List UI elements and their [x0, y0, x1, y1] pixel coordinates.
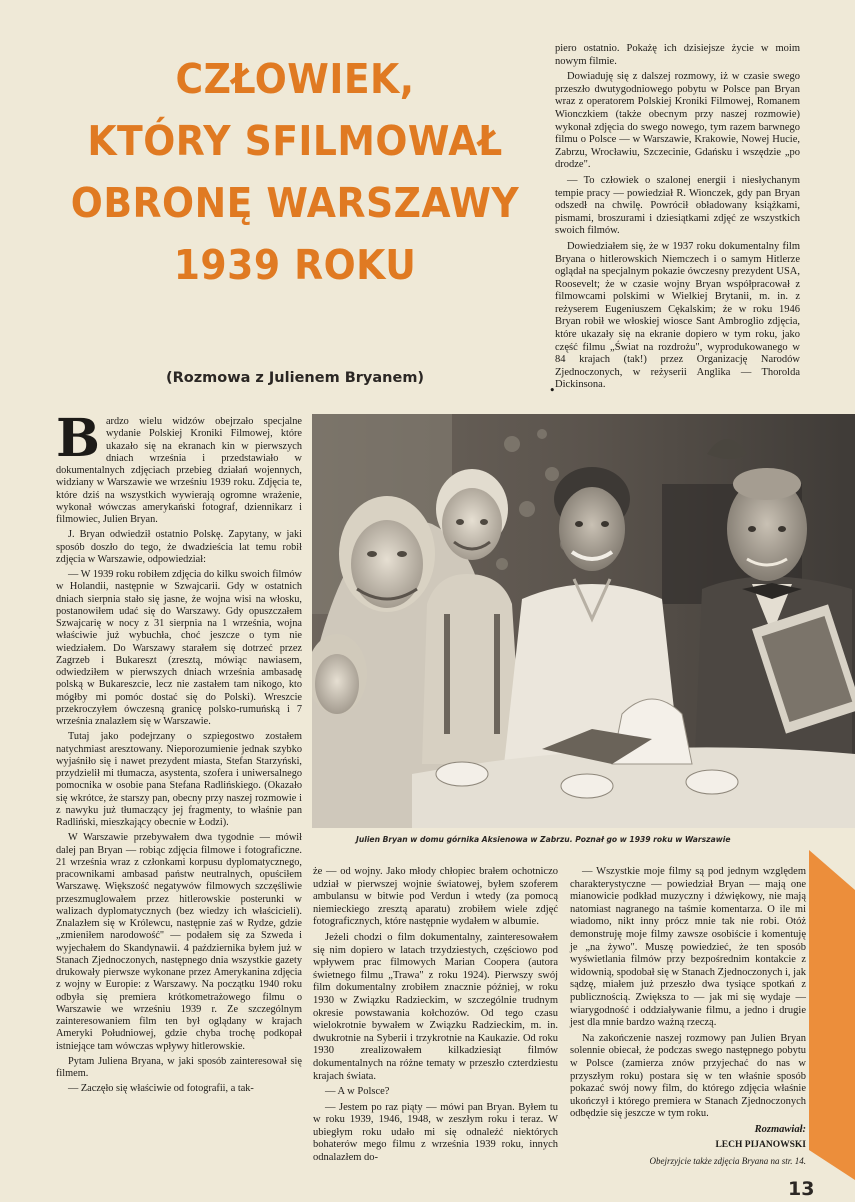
family-photo: [312, 414, 855, 828]
page-number: 13: [788, 1178, 815, 1200]
paragraph: Dowiedziałem się, że w 1937 roku dokumentalny film Bryana o hitlerowskich Niemczech i o samym Hitlerze oglądał na specjalnym pokazie ówczesny prezydent USA, Roosevelt; że w czasie wojny Bryan współpracował z filmowcami polskimi w Wielkiej Brytanii, m. in. z reżyserem Eugeniuszem Cękalskim; że w roku 1946 Bryan robił we włoskiej wiosce Sant Ambroglio zdjęcia, które ukazały się na ekranie dopiero w tym roku, jako część filmu „Świat na rozdrożu", wyprodukowanego w 84 krajach (tak!) przez Organizację Narodów Zjednoczonych, w reżyserii Anglika — Thorolda Dickinsona.: [555, 240, 800, 391]
title-line-3: OBRONĘ WARSZAWY: [70, 179, 520, 227]
lead-text: ardzo wielu widzów obejrzało specjalne wydanie Polskiej Kroniki Filmowej, które ukazało się na ekranach kin w pierwszych dniach września i przedstawiało w dokumentalnych zdjęciach przebieg działań wojennych, widziany w Warszawie we wrześniu 1939 roku. Zdjęcia te, które dziś na wszystkich wywierają ogromne wrażenie, wykonał wówczas amerykański fotograf, dziennikarz i filmowiec, Julien Bryan.: [56, 416, 302, 525]
signature-label: Rozmawiał:: [754, 1123, 806, 1135]
lead-paragraph: [56, 408, 302, 526]
paragraph: — Wszystkie moje filmy są pod jednym względem charakterystyczne — powiedział Bryan — mają one mianowicie podkład muzyczny i dźwiękowy, nie mają natomiast nagranego na taśmie komentarza. O ile mi wiadomo, nikt inny prócz mnie tak nie robi. Otóż demonstruję moje filmy zawsze osobiście i komentuję je „na żywo". Muszę powiedzieć, że ten sposób wyświetlania filmów przy bezpośrednim kontakcie z widownią, spodobał się w Stanach Zjednoczonych i, jak sądzę, miałem już przeszło dwa tysiące spotkań z publicznością. Zwiększa to — jak mi się wydaje — wiarygodność i oddziaływanie filmu, a jedno i drugie jest dla mnie bardzo ważną rzeczą.: [570, 866, 806, 1029]
bullet-mark: •: [549, 384, 556, 397]
title-line-1: CZŁOWIEK,: [175, 55, 415, 103]
paragraph: piero ostatnio. Pokażę ich dzisiejsze życie w moim nowym filmie.: [555, 43, 800, 67]
drop-cap: B: [56, 408, 100, 469]
right-column: [570, 866, 806, 1171]
article-title: [60, 48, 529, 296]
paragraph: Na zakończenie naszej rozmowy pan Julien Bryan solennie obiecał, że podczas swego następnego pobytu w Polsce (zamierza znów przyjechać do nas w przyszłym roku) postara się w ten właśnie sposób pokazać swój nowy film, do którego zdjęcia właśnie ukończył i którego premiera w Stanach Zjednoczonych odbędzie się jeszcze w tym roku.: [570, 1032, 806, 1120]
paragraph: — W 1939 roku robiłem zdjęcia do kilku swoich filmów w Holandii, następnie w Szwajcarii. Gdy w ostatnich dniach sierpnia stało się jasne, że wojna wisi na włosku, postanowiłem udać się do Warszawy. Gdy opuszczałem Szwajcarię w nocy z 31 sierpnia na 1 września, wojna właściwie już wybuchła, choć jeszcze o tym nie wiedziałem. Do Warszawy starałem się dotrzeć przez Zagrzeb i Bukareszt (zresztą, mówiąc nawiasem, odwiedziłem w pierwszych dniach września ambasadę polską w Bukareszcie, lecz nie zastałem tam nikogo, kto mógłby mi pomóc dostać się do Polski). Wreszcie przekroczyłem ówczesną granicę polsko-rumuńską i 7 września znalazłem się w Warszawie.: [56, 569, 302, 727]
cross-reference-note: Obejrzyjcie także zdjęcia Bryana na str. 14.: [649, 1156, 806, 1167]
left-column: [56, 408, 302, 1099]
decorative-orange-arrow: [809, 850, 855, 1180]
paragraph: Jeżeli chodzi o film dokumentalny, zainteresowałem się nim dopiero w latach trzydziestych, częściowo pod wpływem prac filmowych Marian Coopera (autora świetnego filmu „Trawa" z roku 1924). Pierwszy swój film dokumentalny zrobiłem znacznie później, w roku 1930 w Związku Radzieckim, w szczególnie trudnym okresie powstawania kołchozów. Od tego czasu wielokrotnie bywałem w Związku Radzieckim, m. in. dwukrotnie na Syberii i trzykrotnie na Kaukazie. Od roku 1930 zrealizowałem kilkadziesiąt filmów dokumentalnych na różne tematy w przeszło czterdziestu krajach świata.: [313, 931, 558, 1082]
paragraph: — To człowiek o szalonej energii i niesłychanym tempie pracy — powiedział R. Wionczek, gdy pan Bryan odszedł na chwilę. Powrócił obładowany książkami, pismami, broszurami i dziesiątkami zdjęć ze wszystkich swoich filmów.: [555, 174, 800, 237]
paragraph: — Jestem po raz piąty — mówi pan Bryan. Byłem tu w roku 1939, 1946, 1948, w zeszłym roku i teraz. W ubiegłym roku udało mi się odnaleźć niektórych bohaterów mego filmu z września 1939 roku, innych odnalazłem do-: [313, 1101, 558, 1164]
paragraph: Dowiaduję się z dalszej rozmowy, iż w czasie swego przeszło dwutygodniowego pobytu w Polsce pan Bryan wraz z operatorem Polskiej Kroniki Filmowej, Romanem Wionczkiem (także obecnym przy naszej rozmowie) wykonał zdjęcia do swego nowego, tym razem barwnego filmu o Polsce — w Warszawie, Krakowie, Nowej Hucie, Zabrzu, Wrocławiu, Szczecinie, Gdańsku i wszędzie „po drodze".: [555, 71, 800, 171]
paragraph: że — od wojny. Jako młody chłopiec brałem ochotniczo udział w pierwszej wojnie światowej, byłem szoferem ambulansu w bitwie pod Verdun i wtedy (za pomocą niemieckiego zresztą aparatu) zrobiłem wiele zdjęć fotograficznych, które następnie wydałem w albumie.: [313, 866, 558, 928]
article-subtitle: (Rozmowa z Julienem Bryanem): [165, 370, 425, 386]
paragraph: Pytam Juliena Bryana, w jaki sposób zainteresował się filmem.: [56, 1055, 302, 1079]
paragraph: J. Bryan odwiedził ostatnio Polskę. Zapytany, w jaki sposób doszło do tego, że dwadzieścia lat temu robił zdjęcia w Warszawie, odpowiedział:: [56, 529, 302, 565]
paragraph: — Zaczęło się właściwie od fotografii, a tak-: [68, 1083, 254, 1095]
signature-name: LECH PIJANOWSKI: [715, 1140, 806, 1151]
photo-caption: Julien Bryan w domu górnika Aksienowa w Zabrzu. Poznał go w 1939 roku w Warszawie: [356, 835, 731, 844]
title-line-2: KTÓRY SFILMOWAŁ: [87, 117, 503, 165]
right-top-column: [555, 43, 800, 395]
paragraph: W Warszawie przebywałem dwa tygodnie — mówił dalej pan Bryan — robiąc zdjęcia filmowe i fotograficzne. 21 września wraz z członkami korpusu dyplomatycznego, pracownikami ambasad państw neutralnych, opuściłem Warszawę. Większość negatywów filmowych szczęśliwie przeszmuglowałem przez hitlerowskie posterunki w walizach dyplomatycznych (bez wiedzy ich właścicieli). Znalazłem się w Królewcu, następnie zaś w Rydze, gdzie „zmieniłem narodowość" — podałem się za Szweda i wyjechałem do Skandynawii. 4 października byłem już w Stanach Zjednoczonych, następnego dnia wszystkie gazety drukowały pierwsze wykonane przez Amerykanina zdjęcia z wojny w Europie: z Warszawy. Na początku 1940 roku odbyła się premiera krótkometrażowego filmu o Warszawie we wrześniu 1939 r. Ze szczególnym zainteresowaniem film ten był oglądany w krajach Ameryki Południowej, gdzie chyba trochę podkopał istniejące tam wówczas wpływy hitlerowskie.: [56, 832, 302, 1052]
paragraph: Tutaj jako podejrzany o szpiegostwo zostałem natychmiast aresztowany. Nieporozumienie jednak szybko wyjaśniło się i nawet prezydent miasta, Stefan Starzyński, przydzielił mi tłumacza, asystenta, szofera i uniwersalnego pomocnika w osobie pana Stefana Radlińskiego. (Okazało się wkrótce, że starszy pan, obecny przy naszej rozmowie i z nawyku już tłumaczący jej fragmenty, to właśnie pan Radliński, mieszkający obecnie w Łodzi).: [56, 731, 302, 828]
title-line-4: 1939 ROKU: [173, 241, 417, 289]
paragraph: — A w Polsce?: [325, 1086, 390, 1098]
middle-column: [313, 866, 558, 1168]
